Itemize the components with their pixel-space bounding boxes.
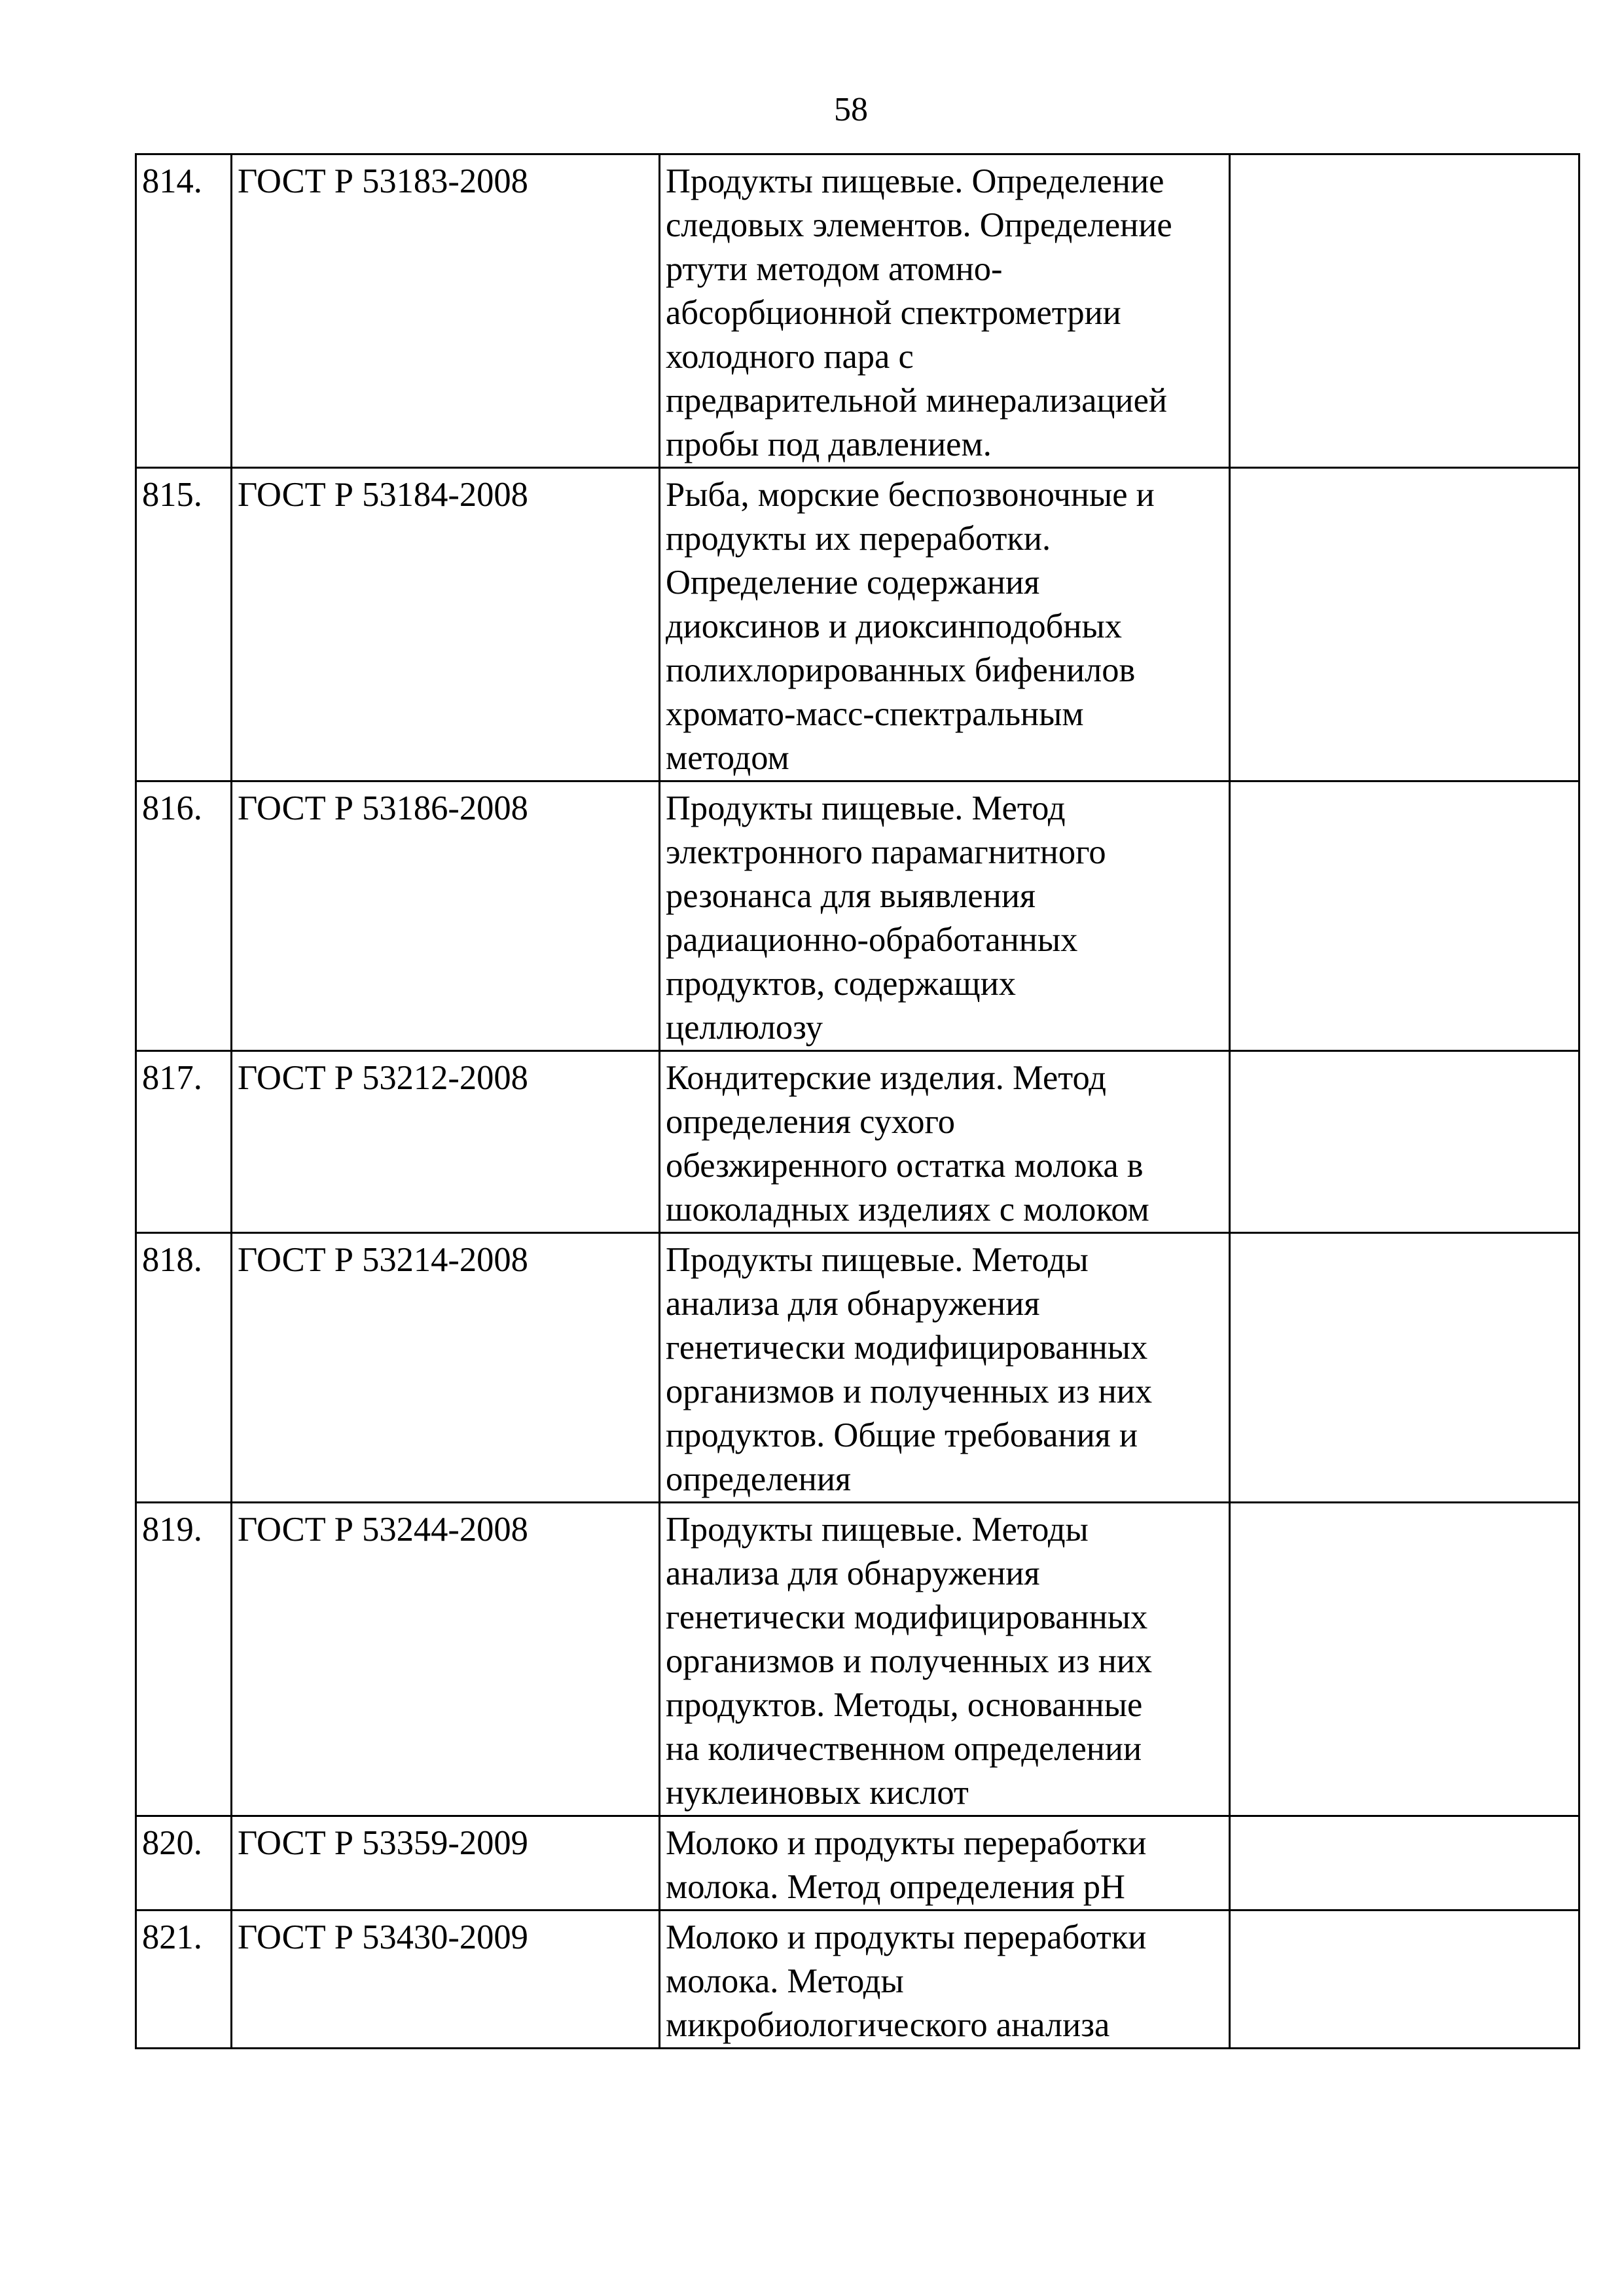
table-row [136,1816,1579,1910]
row-number: 821. [136,1910,232,2049]
row-number: 815. [136,468,232,781]
standard-title: Кондитерские изделия. Метод определения сухого обезжиренного остатка молока в шоколадных изделиях с молоком [666,1059,1149,1229]
standard-title-cell [660,1816,1230,1910]
table-row [136,781,1579,1051]
row-number: 818. [136,1233,232,1503]
row-number: 816. [136,781,232,1051]
note-cell [1230,1816,1579,1910]
note-cell [1230,781,1579,1051]
note-cell [1230,154,1579,468]
standard-title-cell [660,1503,1230,1816]
standard-code: ГОСТ Р 53184-2008 [232,468,660,781]
standard-title-cell [660,154,1230,468]
standard-title-cell [660,1910,1230,2049]
note-cell [1230,1503,1579,1816]
table-row [136,1910,1579,2049]
row-number: 820. [136,1816,232,1910]
standard-code: ГОСТ Р 53183-2008 [232,154,660,468]
page-number: 58 [834,91,868,128]
row-number: 817. [136,1051,232,1233]
standard-title: Молоко и продукты переработки молока. Методы микробиологического анализа [666,1918,1147,2044]
table-row [136,1051,1579,1233]
standard-title-cell [660,1051,1230,1233]
standard-code: ГОСТ Р 53212-2008 [232,1051,660,1233]
note-cell [1230,1233,1579,1503]
note-cell [1230,1051,1579,1233]
standard-title-cell [660,468,1230,781]
standard-title: Рыба, морские беспозвоночные и продукты их переработки. Определение содержания диоксинов и диоксинподобных полихлорированных бифенилов хромато-масс-спектральным методом [666,476,1155,777]
standard-title: Продукты пищевые. Определение следовых элементов. Определение ртути методом атомно- абсорбционной спектрометрии холодного пара с предварительной минерализацией пробы под давлением. [666,162,1172,463]
row-number: 814. [136,154,232,468]
standard-code: ГОСТ Р 53430-2009 [232,1910,660,2049]
standard-title: Продукты пищевые. Методы анализа для обнаружения генетически модифицированных организмов и полученных из них продуктов. Методы, основанные на количественном определении нуклеиновых кислот [666,1511,1153,1812]
standard-code: ГОСТ Р 53359-2009 [232,1816,660,1910]
standard-title-cell [660,781,1230,1051]
table-row [136,468,1579,781]
table-row [136,1503,1579,1816]
standard-title: Молоко и продукты переработки молока. Метод определения pH [666,1824,1147,1906]
table-row [136,154,1579,468]
standards-table [135,153,1580,2049]
row-number: 819. [136,1503,232,1816]
note-cell [1230,468,1579,781]
standard-code: ГОСТ Р 53186-2008 [232,781,660,1051]
standard-title: Продукты пищевые. Метод электронного парамагнитного резонанса для выявления радиационно-обработанных продуктов, содержащих целлюлозу [666,789,1106,1047]
note-cell [1230,1910,1579,2049]
standard-title-cell [660,1233,1230,1503]
standard-title: Продукты пищевые. Методы анализа для обнаружения генетически модифицированных организмов и полученных из них продуктов. Общие требования и определения [666,1241,1153,1498]
standard-code: ГОСТ Р 53244-2008 [232,1503,660,1816]
standard-code: ГОСТ Р 53214-2008 [232,1233,660,1503]
table-row [136,1233,1579,1503]
